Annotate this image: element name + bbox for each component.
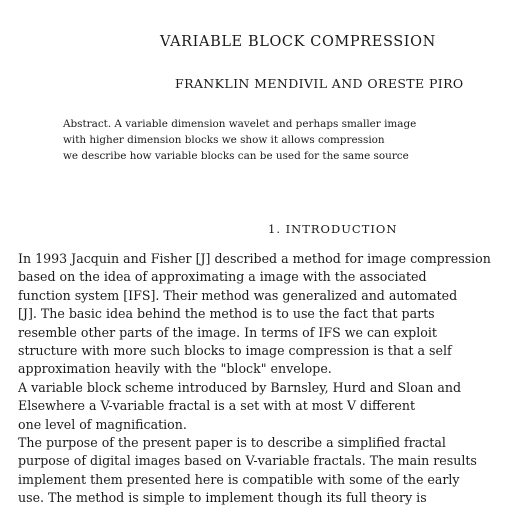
abstract-line: we describe how variable blocks can be used for the same source — [63, 150, 409, 162]
section-heading: 1. INTRODUCTION — [268, 222, 398, 236]
body-line: one level of magnification. — [18, 416, 187, 432]
body-line: The purpose of the present paper is to describe a simplified fractal — [18, 435, 446, 451]
body-line: structure with more such blocks to image compression is that a self — [18, 343, 452, 359]
body-line: approximation heavily with the "block" envelope. — [18, 361, 332, 377]
body-line: implement them presented here is compatible with some of the early — [18, 471, 460, 487]
body-text — [18, 250, 512, 508]
paper-title: VARIABLE BLOCK COMPRESSION — [160, 34, 436, 50]
body-line: [J]. The basic idea behind the method is to use the fact that parts — [18, 306, 435, 322]
paper-authors: FRANKLIN MENDIVIL AND ORESTE PIRO — [175, 76, 464, 91]
body-line: A variable block scheme introduced by Barnsley, Hurd and Sloan and — [18, 379, 462, 395]
body-line: purpose of digital images based on V-variable fractals. The main results — [18, 453, 477, 469]
abstract-line: Abstract. A variable dimension wavelet and perhaps smaller image — [63, 118, 417, 130]
body-line: function system [IFS]. Their method was generalized and automated — [18, 287, 458, 303]
body-line: based on the idea of approximating a image with the associated — [18, 269, 427, 285]
body-line: Elsewhere a V-variable fractal is a set with at most V different — [18, 398, 416, 414]
abstract-line: with higher dimension blocks we show it allows compression — [63, 134, 385, 146]
body-line: use. The method is simple to implement though its full theory is — [18, 490, 427, 506]
body-line: resemble other parts of the image. In terms of IFS we can exploit — [18, 324, 437, 340]
abstract — [63, 116, 512, 164]
body-line: In 1993 Jacquin and Fisher [J] described a method for image compression — [18, 251, 491, 266]
